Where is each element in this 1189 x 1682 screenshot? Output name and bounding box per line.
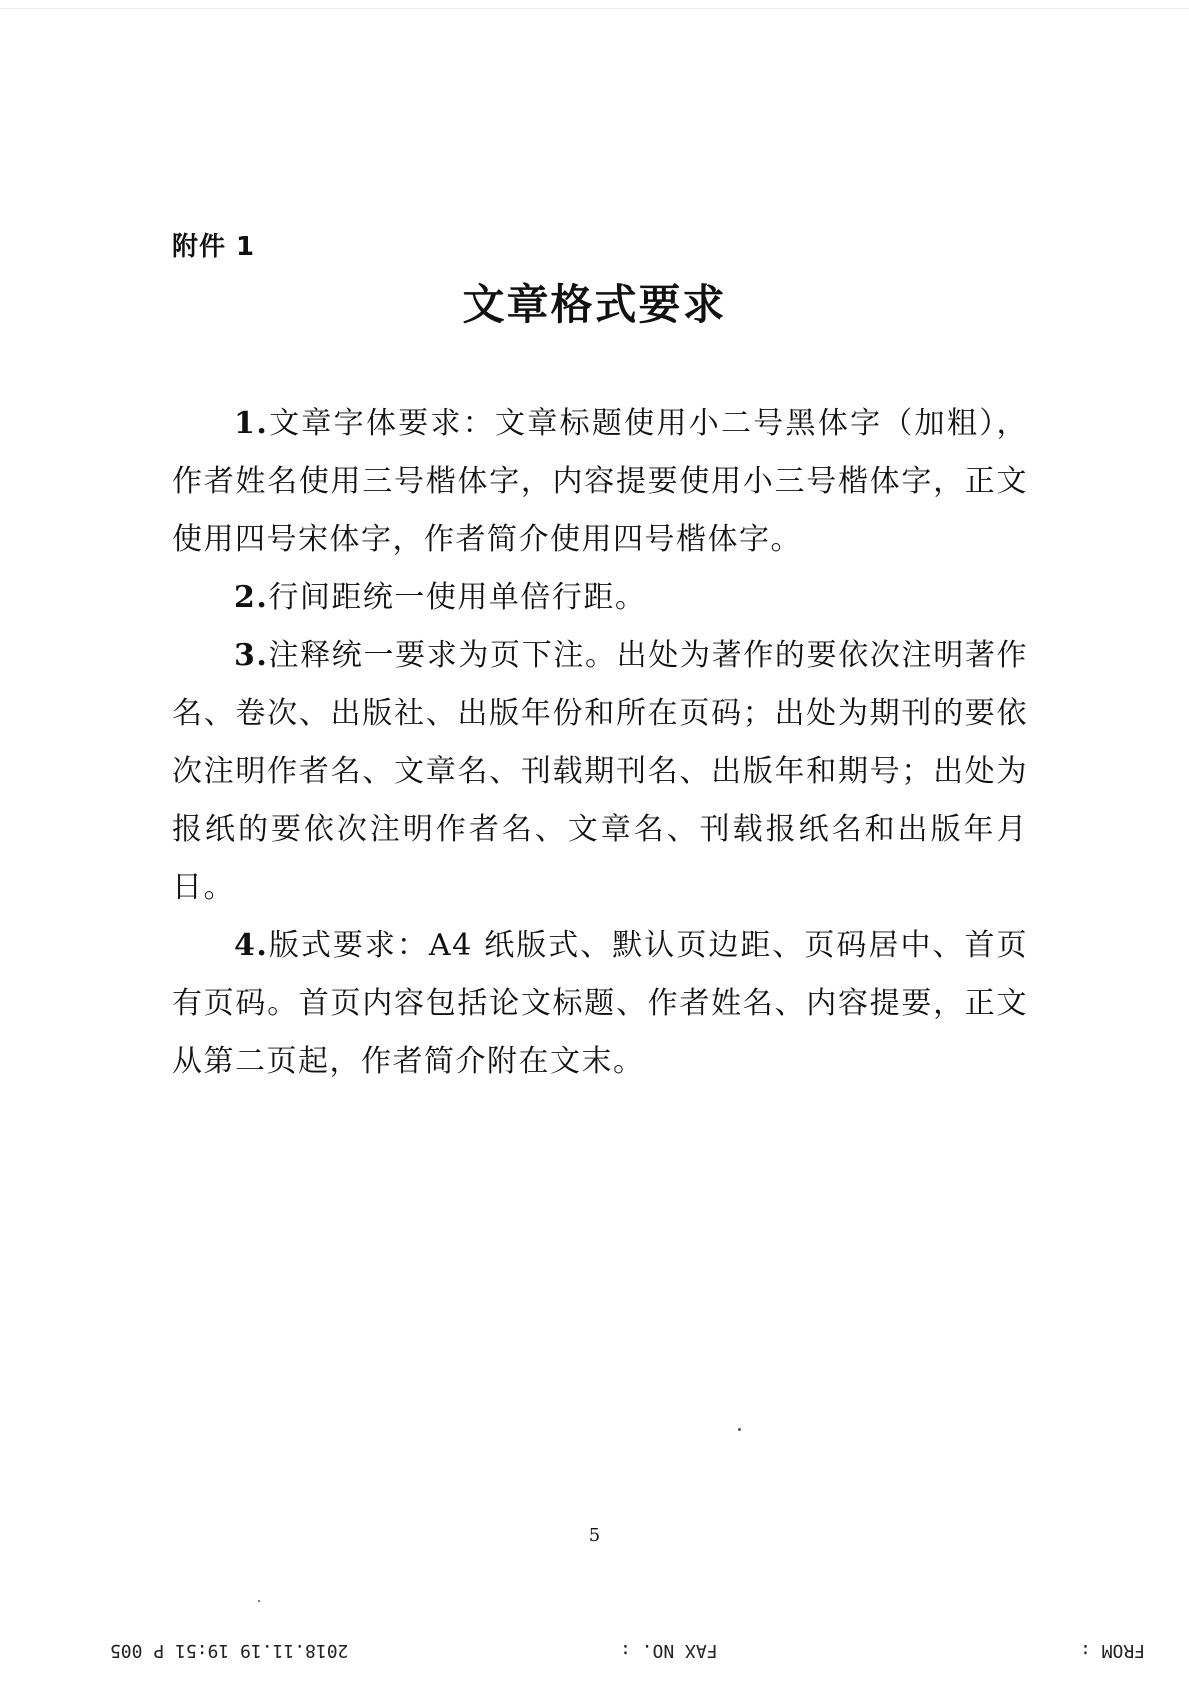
paragraph-2-number: 2. bbox=[234, 580, 269, 615]
fax-number: FAX NO. : bbox=[620, 1640, 718, 1661]
scan-speck bbox=[738, 1428, 741, 1431]
scan-edge-line bbox=[0, 8, 1189, 9]
attachment-label: 附件 1 bbox=[172, 232, 256, 262]
paragraph-3-number: 3. bbox=[234, 638, 269, 673]
scan-speck bbox=[258, 1600, 260, 1602]
page-number: 5 bbox=[588, 1525, 601, 1546]
paragraph-1 bbox=[172, 395, 1028, 569]
fax-from: FROM : bbox=[1080, 1640, 1146, 1661]
document-body bbox=[172, 395, 1028, 1091]
fax-header-line bbox=[0, 1640, 1189, 1670]
document-title: 文章格式要求 bbox=[462, 280, 727, 329]
paragraph-4 bbox=[172, 917, 1028, 1091]
paragraph-1-number: 1. bbox=[234, 406, 269, 441]
paragraph-4-number: 4. bbox=[234, 928, 269, 963]
paragraph-3 bbox=[172, 627, 1028, 917]
paragraph-2-text: 行间距统一使用单倍行距。 bbox=[268, 580, 647, 615]
paragraph-3-text: 注释统一要求为页下注。出处为著作的要依次注明著作名、卷次、出版社、出版年份和所在页码；出处为期刊的要依次注明作者名、文章名、刊载期刊名、出版年和期号；出处为报纸的要依次注明作者名、文章名、刊载报纸名和出版年月日。 bbox=[172, 638, 1028, 905]
paragraph-1-text: 文章字体要求：文章标题使用小二号黑体字（加粗），作者姓名使用三号楷体字，内容提要使用小三号楷体字，正文使用四号宋体字，作者简介使用四号楷体字。 bbox=[172, 406, 1028, 557]
paragraph-4-text: 版式要求：A4 纸版式、默认页边距、页码居中、首页有页码。首页内容包括论文标题、作者姓名、内容提要，正文从第二页起，作者简介附在文末。 bbox=[172, 928, 1028, 1079]
paragraph-2 bbox=[172, 569, 1028, 627]
fax-datetime: 2018.11.19 19:51 P 005 bbox=[110, 1640, 349, 1661]
